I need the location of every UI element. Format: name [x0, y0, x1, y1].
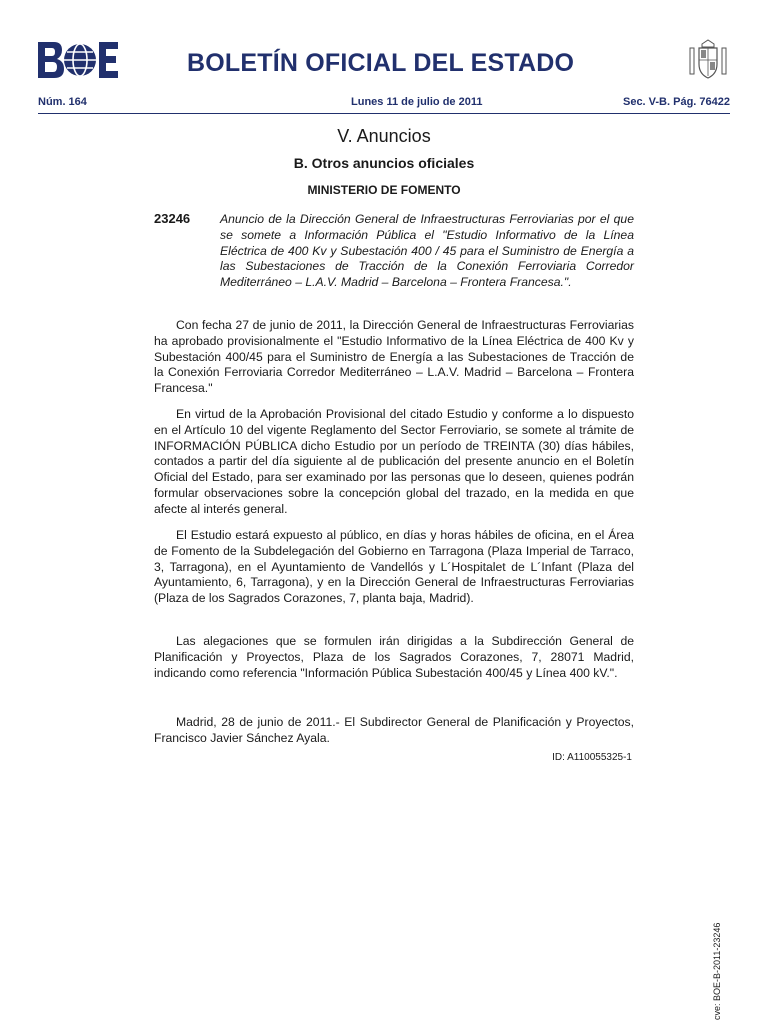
- body-paragraph: En virtud de la Aprobación Provisional del citado Estudio y conforme a lo dispuesto en el Artículo 10 del vigente Reglamento del Sector Ferroviario, se somete al trámite de INFORMACIÓN PÚBLICA dicho Estudio por un período de TREINTA (30) días hábiles, contados a partir del día siguiente al de publicación del presente anuncio en el Boletín Oficial del Estado, para ser examinado por las personas que lo deseen, quienes podrán formular observaciones sobre la concepción global del trazado, en la medida en que afecte al interés general.: [154, 407, 634, 516]
- body-paragraph: Con fecha 27 de junio de 2011, la Dirección General de Infraestructuras Ferroviarias ha aprobado provisionalmente el "Estudio Informativo de la Línea Eléctrica de 400 Kv y Subestación 400/45 para el Suministro de Energía a las Subestaciones de Tracción de la Conexión Ferroviaria Corredor Mediterráneo – L.A.V. Madrid – Barcelona – Frontera Francesa.": [154, 318, 634, 396]
- section-heading: V. Anuncios: [337, 126, 431, 146]
- ministry-heading: MINISTERIO DE FOMENTO: [307, 183, 461, 197]
- gazette-title: BOLETÍN OFICIAL DEL ESTADO: [187, 49, 575, 77]
- document-id: ID: A110055325-1: [552, 752, 632, 763]
- issue-date: Lunes 11 de julio de 2011: [351, 96, 483, 108]
- announcement-number: 23246: [154, 211, 191, 226]
- body-paragraph: El Estudio estará expuesto al público, en días y horas hábiles de oficina, en el Área de Fomento de la Subdelegación del Gobierno en Tarragona (Plaza Imperial de Tarraco, 3, Tarragona), en el Ayuntamiento de Vandellós y L´Hospitalet de L´Infant (Plaza del Ayuntamiento, 6, Tarragona), y en la Dirección General de Infraestructuras Ferroviarias (Plaza de los Sagrados Corazones, 7, planta baja, Madrid).: [154, 528, 634, 606]
- issue-number: Núm. 164: [38, 96, 87, 108]
- issue-meta-bar: [38, 96, 730, 110]
- header-divider: [38, 113, 730, 114]
- section-page: Sec. V-B. Pág. 76422: [622, 96, 730, 108]
- announcement-summary: Anuncio de la Dirección General de Infraestructuras Ferroviarias por el que se somete a Información Pública el "Estudio Informativo de la Línea Eléctrica de 400 Kv y Subestación 400 / 45 para el Suministro de Energía a las Subestaciones de Tracción de la Conexión Ferroviaria Corredor Mediterráneo – L.A.V. Madrid – Barcelona – Frontera Francesa.".: [220, 212, 634, 290]
- boe-logo: [38, 42, 118, 78]
- subsection-heading: B. Otros anuncios oficiales: [293, 155, 475, 171]
- cve-identifier: cve: BOE-B-2011-23246: [712, 922, 722, 1020]
- signature-paragraph: Madrid, 28 de junio de 2011.- El Subdirector General de Planificación y Proyectos, Francisco Javier Sánchez Ayala.: [154, 715, 634, 745]
- coat-of-arms-icon: [688, 38, 728, 80]
- body-paragraph: Las alegaciones que se formulen irán dirigidas a la Subdirección General de Planificación y Proyectos, Plaza de los Sagrados Corazones, 7, 28071 Madrid, indicando como referencia "Información Pública Subestación 400/45 y Línea 400 kV.".: [154, 634, 634, 680]
